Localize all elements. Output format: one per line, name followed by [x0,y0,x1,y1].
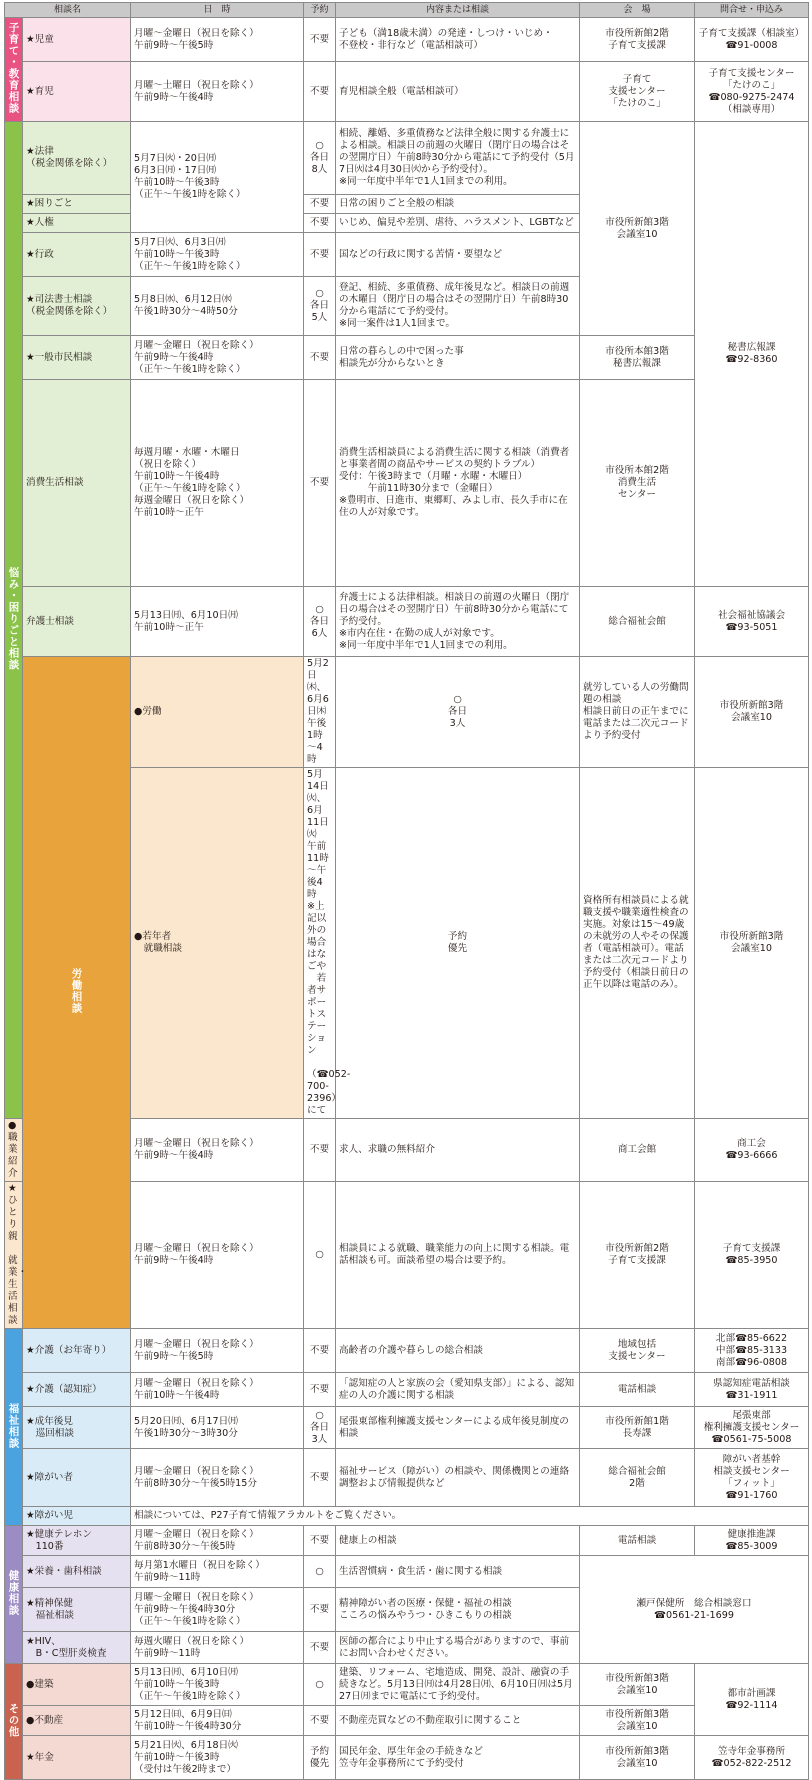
row-time: 毎月第1水曜日（祝日を除く） 午前9時～11時 [131,1556,304,1588]
table-row [5,1556,809,1588]
row-reservation: 不要 [304,1373,336,1407]
header-time: 日 時 [131,3,304,18]
row-content: 医師の都合により中止する場合がありますので、事前にお問い合わせください。 [336,1632,580,1664]
row-contact: 笠寺年金事務所 ☎052-822-2512 [695,1736,809,1780]
row-content: 尾張東部権利擁護支援センターによる成年後見制度の相談 [336,1407,580,1449]
row-content: 弁護士による法律相談。相談日の前週の火曜日（閉庁日の場合はその翌開庁日）午前8時30分から電話にて予約受付。 ※市内在住・在勤の成人が対象です。 ※同一年度中半年で1人1回までの利用。 [336,587,580,657]
row-venue: 子育て 支援センター 「たけのこ」 [580,62,695,122]
row-time: 5月20日㈪、6月17日㈪ 午後1時30分～3時30分 [131,1407,304,1449]
row-name: 消費生活相談 [23,380,131,587]
row-reservation: 不要 [304,18,336,62]
table-row [5,1449,809,1507]
row-name: ★児童 [23,18,131,62]
row-time: 5月13日㈪、6月10日㈪ 午前10時～正午 [131,587,304,657]
row-note: 相談については、P27子育て情報アラカルトをご覧ください。 [131,1507,809,1526]
row-name: ★介護（お年寄り） [23,1329,131,1373]
header-row [5,3,809,18]
row-content: 消費生活相談員による消費生活に関する相談（消費者と事業者間の商品やサービスの契約トラブル） 受付：午後3時まで（月曜・水曜・木曜日） 午前11時30分まで（金曜日） ※豊明市、日進市、東郷町、みよし市、長久手市に在住の人が対象です。 [336,380,580,587]
row-content: 精神障がい者の医療・保健・福祉の相談 こころの悩みやうつ・ひきこもりの相談 [336,1588,580,1632]
row-time: 5月14日㈫、6月11日㈫ 午前11時～午後4時 ※上記以外の場合はなごや 若者サポートステーション （☎052-700-2396）にて [304,768,336,1119]
category-welfare: 福祉相談 [5,1329,23,1526]
row-reservation: 不要 [304,195,336,214]
row-name: ★行政 [23,233,131,277]
row-contact: 北部☎85-6622 中部☎85-3133 南部☎96-0808 [695,1329,809,1373]
row-time: 5月21日㈫、6月18日㈫ 午前10時～午後3時 （受付は午後2時まで） [131,1736,304,1780]
row-name: ★介護（認知症） [23,1373,131,1407]
row-time: 月曜～金曜日（祝日を除く） 午前9時～午後5時 [131,18,304,62]
row-contact: 尾張東部 権利擁護支援センター ☎0561-75-5008 [695,1407,809,1449]
row-contact: 子育て支援課（相談室） ☎91-0008 [695,18,809,62]
row-content: 不動産売買などの不動産取引に関すること [336,1706,580,1736]
category-child: 子育て・教育相談 [5,18,23,122]
row-reservation: 不要 [304,1526,336,1556]
row-reservation: 不要 [304,380,336,587]
row-venue: 市役所新館3階 会議室10 [695,657,809,768]
row-content: 「認知症の人と家族の会（愛知県支部）」による、認知症の人の介護に関する相談 [336,1373,580,1407]
row-time: 月曜～土曜日（祝日を除く） 午前9時～午後4時 [131,62,304,122]
row-reservation: 不要 [304,233,336,277]
row-reservation: 不要 [304,1632,336,1664]
row-content: 求人、求職の無料紹介 [336,1119,580,1182]
row-content: 生活習慣病・食生活・歯に関する相談 [336,1556,580,1588]
row-contact: 健康推進課 ☎85-3009 [695,1526,809,1556]
row-reservation: 不要 [304,62,336,122]
row-reservation: ○ [304,1182,336,1329]
row-time: 毎週火曜日（祝日を除く） 午前9時～11時 [131,1632,304,1664]
row-contact: 県認知症電話相談 ☎31-1911 [695,1373,809,1407]
row-venue: 市役所新館2階 子育て支援課 [580,1182,695,1329]
row-venue: 電話相談 [580,1373,695,1407]
row-reservation: 不要 [304,1329,336,1373]
row-contact: 商工会 ☎93-6666 [695,1119,809,1182]
header-content: 内容または相談 [336,3,580,18]
row-content: 日常の困りごと全般の相談 [336,195,580,214]
row-name: ●不動産 [23,1706,131,1736]
row-venue: 市役所新館3階 会議室10 [580,122,695,336]
table-row [5,1664,809,1706]
row-reservation: 不要 [304,1588,336,1632]
row-content: 登記、相続、多重債務、成年後見など。相談日の前週の木曜日（閉庁日の場合はその翌開庁日）午前8時30分から電話にて予約受付。 ※同一案件は1人1回まで。 [336,277,580,336]
row-time: 5月7日㈫・20日㈪ 6月3日㈪・17日㈪ 午前10時～午後3時 （正午～午後1時を除く） [131,122,304,233]
category-trouble: 悩み・困りごと相談 [5,122,23,1119]
row-reservation: 不要 [304,1706,336,1736]
row-name: ●労働 [131,657,304,768]
row-contact: 障がい者基幹 相談支援センター 「フィット」 ☎91-1760 [695,1449,809,1507]
row-content: 子ども（満18歳未満）の発達・しつけ・いじめ・ 不登校・非行など（電話相談可） [336,18,580,62]
row-content: 相談員による就職、職業能力の向上に関する相談。電話相談も可。面談希望の場合は要予約。 [336,1182,580,1329]
row-venue: 市役所新館3階 会議室10 [580,1736,695,1780]
row-venue-contact: 瀬戸保健所 総合相談窓口 ☎0561-21-1699 [580,1556,809,1664]
row-content: 相続、離婚、多重債務など法律全般に関する弁護士による相談。相談日の前週の火曜日（閉庁日の場合はその翌開庁日）午前8時30分から電話にて予約受付（5月7日㈫は4月30日㈫から予約受付）。 ※同一年度中半年で1人1回までの利用。 [336,122,580,195]
row-name: ★精神保健 福祉相談 [23,1588,131,1632]
category-labor: 労働相談 [23,657,131,1329]
row-name: ●職業紹介 [5,1119,23,1182]
row-time: 5月13日㈪、6月10日㈪ 午前10時～午後3時 （正午～午後1時を除く） [131,1664,304,1706]
row-time: 5月8日㈬、6月12日㈬ 午後1時30分～4時50分 [131,277,304,336]
row-reservation: ○ 各日 3人 [304,1407,336,1449]
table-row [5,1706,809,1736]
consultation-table [4,2,809,1780]
row-time: 5月2日㈭、6月6日㈭ 午後1時～4時 [304,657,336,768]
row-name: ★人権 [23,214,131,233]
table-row [5,1526,809,1556]
row-content: 就労している人の労働問題の相談 相談日前日の正午までに電話または二次元コードより予約受付 [580,657,695,768]
table-row [5,587,809,657]
row-reservation: ○ [304,1556,336,1588]
row-venue: 市役所本館3階 秘書広報課 [580,336,695,380]
row-content: 建築、リフォーム、宅地造成、開発、設計、融資の手続きなど。5月13日㈪は4月28日㈪、6月10日㈪は5月27日㈪までに電話にて予約受付。 [336,1664,580,1706]
row-contact: 都市計画課 ☎92-1114 [695,1664,809,1736]
table-row [5,1329,809,1373]
row-name: ★法律 （税金関係を除く） [23,122,131,195]
table-row [5,657,809,768]
row-name: ★ひとり親 就業・生活相談 [5,1182,23,1329]
row-venue: 電話相談 [580,1526,695,1556]
row-reservation: 不要 [304,336,336,380]
row-contact: 秘書広報課 ☎92-8360 [695,122,809,587]
row-name: ★年金 [23,1736,131,1780]
header-reservation: 予約 [304,3,336,18]
row-venue: 市役所新館3階 会議室10 [580,1706,695,1736]
row-name: ●若年者 就職相談 [131,768,304,1119]
header-venue: 会 場 [580,3,695,18]
table-row [5,380,809,587]
row-contact: 子育て支援センター 「たけのこ」 ☎080-9275-2474 （相談専用） [695,62,809,122]
table-row [5,336,809,380]
row-name: ★障がい者 [23,1449,131,1507]
row-name: ●建築 [23,1664,131,1706]
table-row [5,122,809,195]
row-name: ★困りごと [23,195,131,214]
row-venue: 地域包括 支援センター [580,1329,695,1373]
row-contact: 社会福祉協議会 ☎93-5051 [695,587,809,657]
row-content: 国などの行政に関する苦情・要望など [336,233,580,277]
header-name: 相談名 [5,3,131,18]
row-content: 健康上の相談 [336,1526,580,1556]
row-venue: 商工会館 [580,1119,695,1182]
row-time: 月曜～金曜日（祝日を除く） 午前8時30分～午後5時15分 [131,1449,304,1507]
row-content: 資格所有相談員による就職支援や職業適性検査の実施。対象は15～49歳の未就労の人やその保護者（電話相談可）。電話または二次元コードより予約受付（相談日前日の正午以降は電話のみ）。 [580,768,695,1119]
row-reservation: ○ 各日 6人 [304,587,336,657]
row-reservation: 不要 [304,1119,336,1182]
row-time: 月曜～金曜日（祝日を除く） 午前9時～午後4時30分 （正午～午後1時を除く） [131,1588,304,1632]
row-name: 弁護士相談 [23,587,131,657]
row-venue: 市役所新館1階 長寿課 [580,1407,695,1449]
table-row [5,1407,809,1449]
row-time: 月曜～金曜日（祝日を除く） 午前8時30分～午後5時 [131,1526,304,1556]
row-content: 育児相談全般（電話相談可） [336,62,580,122]
row-reservation: ○ 各日 5人 [304,277,336,336]
row-time: 月曜～金曜日（祝日を除く） 午前9時～午後4時 （正午～午後1時を除く） [131,336,304,380]
row-venue: 総合福祉会館 [580,587,695,657]
row-content: 福祉サービス（障がい）の相談や、関係機関との連絡調整および情報提供など [336,1449,580,1507]
row-reservation: 不要 [304,214,336,233]
row-time: 月曜～金曜日（祝日を除く） 午前9時～午後4時 [131,1182,304,1329]
row-name: ★司法書士相談 （税金関係を除く） [23,277,131,336]
row-time: 月曜～金曜日（祝日を除く） 午前9時～午後5時 [131,1329,304,1373]
row-time: 月曜～金曜日（祝日を除く） 午前10時～午後4時 [131,1373,304,1407]
row-reservation: ○ 各日 3人 [336,657,580,768]
row-content: 高齢者の介護や暮らしの総合相談 [336,1329,580,1373]
row-time: 毎週月曜・水曜・木曜日 （祝日を除く） 午前10時～午後4時 （正午～午後1時を除く） 毎週金曜日（祝日を除く） 午前10時～正午 [131,380,304,587]
row-name: ★育児 [23,62,131,122]
header-contact: 問合せ・申込み [695,3,809,18]
table-row [5,1736,809,1780]
row-reservation: 予約 優先 [336,768,580,1119]
table-row [5,62,809,122]
row-name: ★栄養・歯科相談 [23,1556,131,1588]
row-name: ★健康テレホン 110番 [23,1526,131,1556]
row-name: ★障がい児 [23,1507,131,1526]
row-reservation: ○ 各日 8人 [304,122,336,195]
row-venue: 市役所新館3階 会議室10 [695,768,809,1119]
row-venue: 総合福祉会館 2階 [580,1449,695,1507]
category-health: 健康相談 [5,1526,23,1664]
row-content: 日常の暮らしの中で困った事 相談先が分からないとき [336,336,580,380]
row-name: ★一般市民相談 [23,336,131,380]
table-row [5,1507,809,1526]
row-reservation: ○ [304,1664,336,1706]
row-time: 5月12日㈰、6月9日㈰ 午前10時～午後4時30分 [131,1706,304,1736]
row-name: ★HIV、 B・C型肝炎検査 [23,1632,131,1664]
row-content: いじめ、偏見や差別、虐待、ハラスメント、LGBTなど [336,214,580,233]
row-name: ★成年後見 巡回相談 [23,1407,131,1449]
table-row [5,18,809,62]
row-reservation: 予約 優先 [304,1736,336,1780]
row-time: 5月7日㈫、6月3日㈪ 午前10時～午後3時 （正午～午後1時を除く） [131,233,304,277]
row-venue: 市役所新館2階 子育て支援課 [580,18,695,62]
row-time: 月曜～金曜日（祝日を除く） 午前9時～午後4時 [131,1119,304,1182]
row-content: 国民年金、厚生年金の手続きなど 笠寺年金事務所にて予約受付 [336,1736,580,1780]
category-other: その他 [5,1664,23,1780]
table-row [5,1373,809,1407]
row-contact: 子育て支援課 ☎85-3950 [695,1182,809,1329]
row-venue: 市役所新館3階 会議室10 [580,1664,695,1706]
row-venue: 市役所本館2階 消費生活 センター [580,380,695,587]
row-reservation: 不要 [304,1449,336,1507]
